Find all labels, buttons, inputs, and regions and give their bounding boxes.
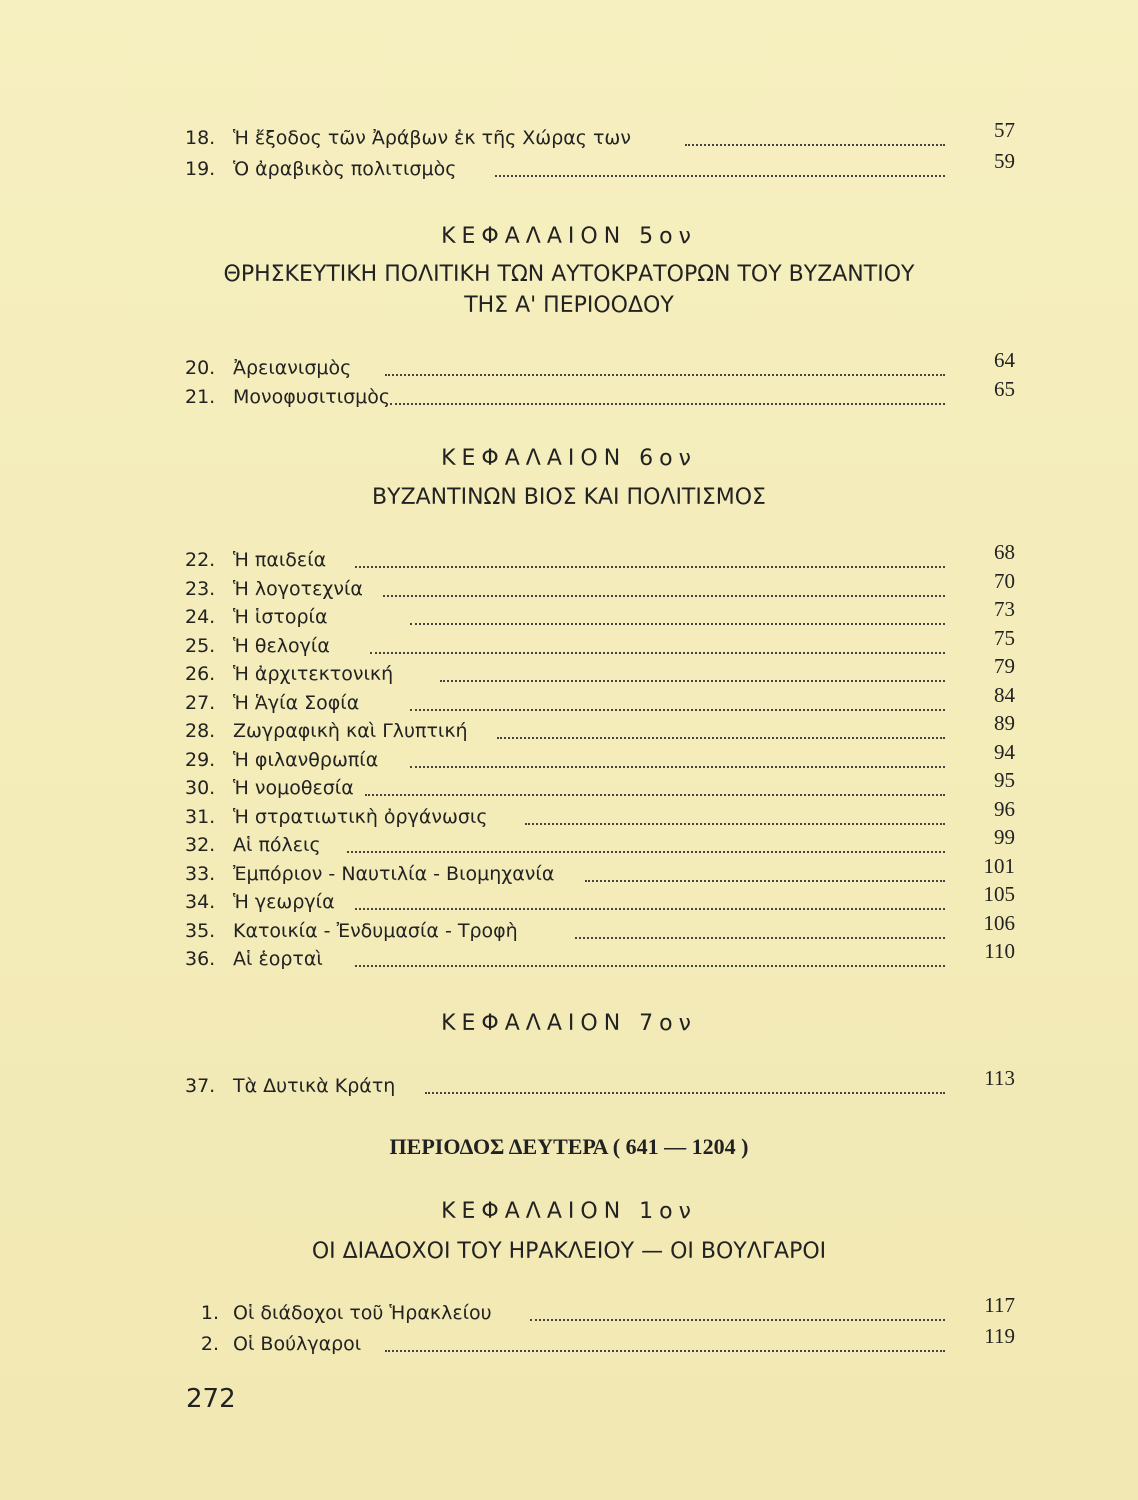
- entry-title: Ἡ στρατιωτικὴ ὀργάνωσις: [233, 805, 488, 828]
- entry-page: 75: [994, 625, 1015, 650]
- chapter-title: ΚΕΦΑΛΑΙΟΝ 1ον: [441, 1199, 697, 1224]
- dot-leader: [365, 792, 945, 796]
- entry-number: 18.: [185, 127, 216, 149]
- entry-page: 73: [994, 597, 1015, 621]
- entry-number: 1.: [200, 1302, 219, 1324]
- entry-number: 30.: [185, 777, 216, 799]
- toc-entry: [185, 654, 1015, 689]
- dot-leader: [347, 849, 945, 853]
- page-number: 272: [186, 1384, 236, 1414]
- dot-leader: [410, 707, 945, 711]
- entry-number: 21.: [185, 386, 216, 408]
- entry-page: 119: [984, 1324, 1015, 1348]
- dot-leader: [440, 678, 945, 682]
- toc-entry: [185, 540, 1015, 575]
- entry-number: 32.: [185, 834, 216, 856]
- toc-entry: [185, 711, 1015, 746]
- entry-page: 57: [994, 118, 1015, 142]
- toc-entry: [185, 625, 1015, 661]
- entry-title: Μονοφυσιτισμὸς: [233, 386, 391, 408]
- chapter-title: ΚΕΦΑΛΑΙΟΝ 6ον: [441, 446, 697, 471]
- entry-page: 89: [994, 711, 1015, 735]
- period-heading: ΠΕΡΙΟΔΟΣ ΔΕΥΤΕΡΑ ( 641 — 1204 ): [389, 1134, 749, 1159]
- entry-number: 36.: [185, 948, 216, 970]
- entry-title: Ἡ ἔξοδος τῶν Ἀράβων ἐκ τῆς Χώρας των: [233, 127, 631, 149]
- entry-number: 35.: [185, 919, 216, 942]
- entry-page: 99: [994, 825, 1015, 849]
- toc-entry: [185, 568, 1015, 604]
- entry-page: 101: [983, 853, 1015, 878]
- entry-title: Οἱ Βούλγαροι: [233, 1333, 362, 1355]
- entry-number: 19.: [185, 158, 216, 180]
- entry-page: 84: [994, 682, 1015, 707]
- entry-number: 2.: [200, 1333, 219, 1355]
- dot-leader: [497, 735, 945, 739]
- entry-number: 34.: [185, 891, 216, 913]
- toc-entry: [185, 597, 1015, 632]
- chapter-heading: ΒΥΖΑΝΤΙΝΩΝ ΒΙΟΣ ΚΑΙ ΠΟΛΙΤΙΣΜΟΣ: [372, 485, 766, 510]
- entry-title: Τὰ Δυτικὰ Κράτη: [233, 1075, 396, 1097]
- entry-title: Αἱ πόλεις: [233, 834, 321, 856]
- entry-page: 110: [984, 939, 1015, 963]
- entry-page: 105: [983, 882, 1015, 906]
- entry-page: 117: [984, 1293, 1015, 1317]
- toc-entry: [185, 739, 1015, 775]
- dot-leader: [585, 878, 945, 882]
- dot-leader: [410, 621, 945, 625]
- entry-number: 23.: [185, 577, 216, 600]
- toc-entry: [185, 118, 1015, 153]
- toc-entry: [185, 939, 1015, 974]
- entry-title: Ἡ ἱστορία: [233, 606, 328, 628]
- entry-title: Ἡ παιδεία: [233, 549, 327, 571]
- entry-title: Ἐμπόριον - Ναυτιλία - Βιομηχανία: [233, 862, 555, 885]
- chapter-heading: ΟΙ ΔΙΑΔΟΧΟΙ ΤΟΥ ΗΡΑΚΛΕΙΟΥ — ΟΙ ΒΟΥΛΓΑΡΟΙ: [311, 1239, 827, 1264]
- dot-leader: [575, 935, 945, 939]
- entry-number: 37.: [185, 1075, 216, 1097]
- toc-entry: [185, 348, 1015, 383]
- entry-number: 26.: [185, 663, 216, 685]
- entry-number: 22.: [185, 549, 216, 571]
- toc-entry: [185, 768, 1015, 803]
- entry-page: 79: [994, 654, 1015, 678]
- entry-title: Αἱ ἑορταὶ: [233, 948, 323, 970]
- entry-title: Ἡ θελογία: [233, 634, 330, 657]
- chapter-title: ΚΕΦΑΛΑΙΟΝ 7ον: [441, 1011, 697, 1036]
- toc-entry: [185, 377, 1015, 412]
- toc-entry: [185, 682, 1015, 718]
- toc-entry: [185, 796, 1015, 832]
- toc-entry: [185, 1293, 1015, 1328]
- entry-page: 65: [994, 377, 1015, 401]
- entry-page: 68: [994, 540, 1015, 564]
- entry-title: Ἡ γεωργία: [233, 891, 335, 913]
- entry-title: Κατοικία - Ἐνδυμασία - Τροφὴ: [233, 919, 518, 942]
- entry-page: 113: [984, 1066, 1015, 1090]
- chapter-heading: ΘΡΗΣΚΕΥΤΙΚΗ ΠΟΛΙΤΙΚΗ ΤΩΝ ΑΥΤΟΚΡΑΤΟΡΩΝ ΤΟΥ ΒΥΖΑΝΤΙΟΥ: [223, 262, 915, 287]
- dot-leader: [390, 401, 945, 405]
- entry-title: Ἀρειανισμὸς: [233, 357, 352, 379]
- entry-number: 33.: [185, 862, 216, 885]
- dot-leader: [410, 764, 945, 768]
- entry-number: 31.: [185, 805, 216, 828]
- entry-number: 24.: [185, 606, 216, 628]
- entry-title: Ἡ ἀρχιτεκτονική: [233, 663, 394, 685]
- dot-leader: [495, 173, 945, 177]
- dot-leader: [370, 650, 945, 654]
- chapter-title: ΚΕΦΑΛΑΙΟΝ 5ον: [441, 224, 697, 249]
- entry-title: Ζωγραφικὴ καὶ Γλυπτική: [233, 720, 468, 742]
- toc-entry: [185, 1066, 1015, 1101]
- toc-entry: [185, 825, 1015, 860]
- entry-page: 94: [994, 739, 1015, 764]
- dot-leader: [385, 372, 945, 376]
- entry-page: 95: [994, 768, 1015, 792]
- entry-title: Ἡ φιλανθρωπία: [233, 748, 379, 771]
- entry-number: 29.: [185, 748, 216, 771]
- entry-title: Ἡ λογοτεχνία: [233, 577, 363, 600]
- dot-leader: [355, 963, 945, 967]
- entry-number: 28.: [185, 720, 216, 742]
- dot-leader: [355, 564, 945, 568]
- dot-leader: [685, 142, 945, 146]
- entry-number: 25.: [185, 634, 216, 657]
- dot-leader: [355, 906, 945, 910]
- entry-page: 64: [994, 348, 1015, 372]
- dot-leader: [525, 821, 945, 825]
- toc-entry: [185, 882, 1015, 917]
- entry-title: Ἡ νομοθεσία: [233, 777, 354, 799]
- entry-title: Ὁ ἀραβικὸς πολιτισμὸς: [233, 158, 457, 180]
- entry-number: 20.: [185, 357, 216, 379]
- entry-page: 106: [983, 910, 1015, 935]
- chapter-heading: ΤΗΣ Α' ΠΕΡΙΟΟΔΟΥ: [464, 293, 674, 318]
- dot-leader: [530, 1317, 945, 1321]
- entry-title: Οἱ διάδοχοι τοῦ Ἡρακλείου: [233, 1302, 492, 1324]
- toc-entry: [185, 1324, 1015, 1359]
- dot-leader: [383, 593, 945, 597]
- dot-leader: [385, 1348, 945, 1352]
- entry-title: Ἡ Ἁγία Σοφία: [233, 691, 360, 714]
- entry-page: 59: [994, 149, 1015, 173]
- toc-entry: [185, 910, 1015, 946]
- dot-leader: [425, 1090, 945, 1094]
- toc-entry: [185, 853, 1015, 889]
- entry-page: 70: [994, 568, 1015, 593]
- entry-page: 96: [994, 796, 1015, 821]
- toc-entry: [185, 149, 1015, 184]
- entry-number: 27.: [185, 691, 216, 714]
